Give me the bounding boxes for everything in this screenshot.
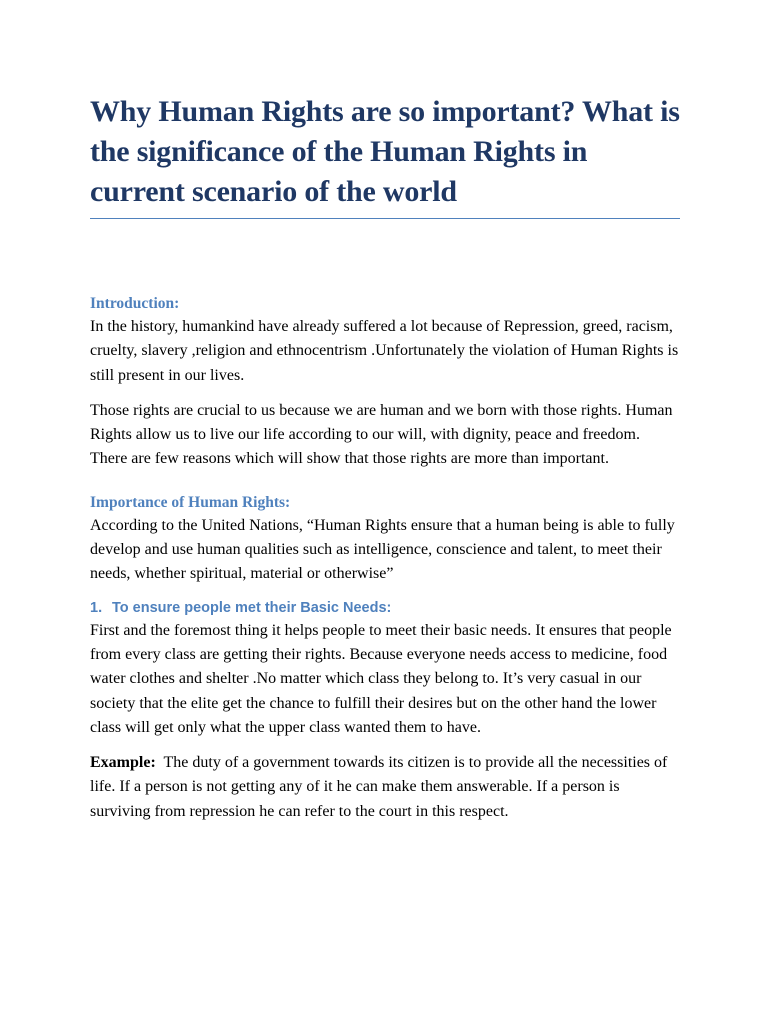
example-text: The duty of a government towards its citizen is to provide all the necessities of life. If a person is not getting any of it he can make them answerable. If a person is surviving from repression he can refer to the court in this respect. bbox=[90, 754, 672, 820]
example-label: Example: bbox=[90, 754, 156, 772]
importance-heading: Importance of Human Rights: bbox=[90, 493, 291, 511]
importance-paragraph: According to the United Nations, “Human Rights ensure that a human being is able to fully develop and use human qualities such as intelligence, conscience and talent, to meet their needs, whether spiritual, material or otherwise” bbox=[90, 516, 675, 583]
introduction-heading: Introduction: bbox=[90, 295, 180, 312]
document-page bbox=[90, 92, 680, 824]
introduction-paragraph-1: In the history, humankind have already suffered a lot because of Repression, greed, racism, cruelty, slavery ,religion and ethnocentrism .Unfortunately the violation of Human Rights is still present in our lives. bbox=[90, 318, 679, 384]
basic-needs-heading-text: To ensure people met their Basic Needs: bbox=[112, 599, 392, 616]
document-title: Why Human Rights are so important? What is the significance of the Human Rights in current scenario of the world bbox=[90, 92, 680, 219]
list-number: 1. bbox=[90, 599, 103, 616]
basic-needs-paragraph: First and the foremost thing it helps people to meet their basic needs. It ensures that people from every class are getting their rights. Because everyone needs access to medicine, food water clothes and shelter .No matter which class they belong to. It’s very casual in our society that the elite get the chance to fulfill their desires but on the other hand the lower class will get only what the upper class wanted them to have. bbox=[90, 621, 672, 736]
example-paragraph bbox=[90, 751, 680, 824]
basic-needs-heading bbox=[90, 597, 680, 619]
introduction-paragraph-2: Those rights are crucial to us because we are human and we born with those rights. Human Rights allow us to live our life according to our will, with dignity, peace and freedom. There are few reasons which will show that those rights are more than important. bbox=[90, 401, 673, 468]
